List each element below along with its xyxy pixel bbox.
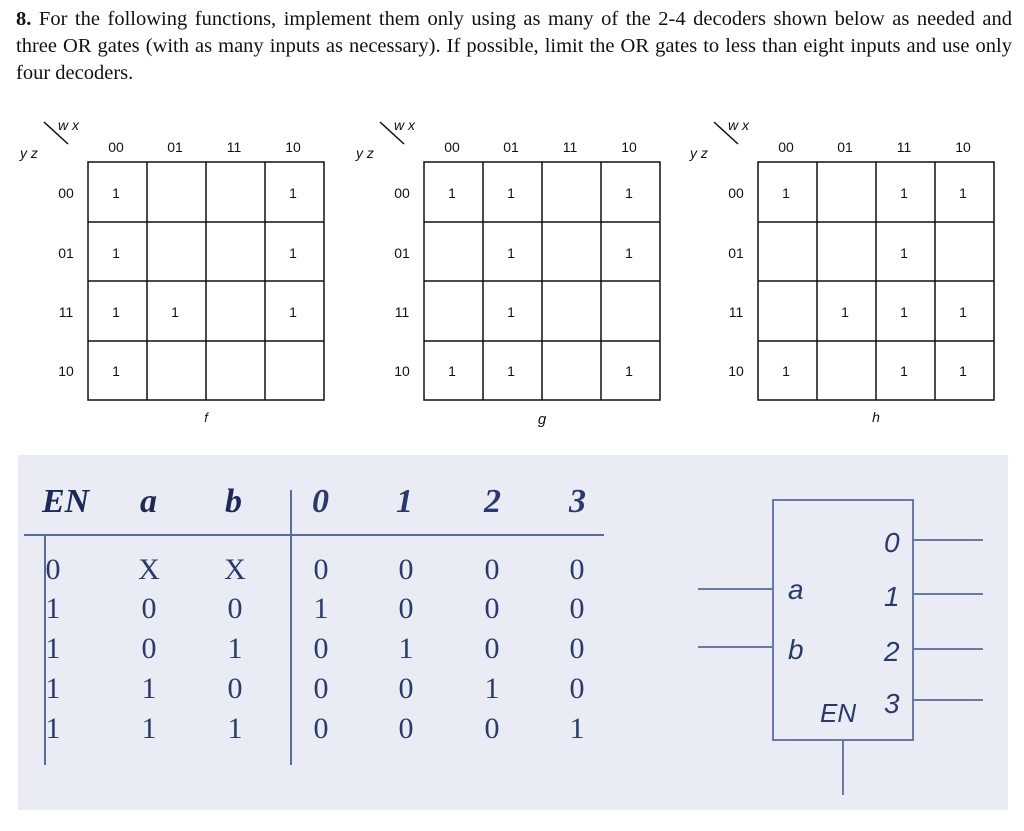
kmap-col-headers [108, 139, 301, 155]
kmap-col-header: 10 [621, 139, 637, 155]
kmap-cell: 1 [289, 304, 297, 320]
truth-cell: 0 [313, 712, 329, 745]
kmap-row-header: 10 [728, 363, 744, 379]
truth-header-rule [24, 534, 604, 536]
kmap-row-header: 11 [394, 304, 410, 320]
kmap-cell: 1 [782, 363, 790, 379]
truth-cell: 0 [313, 672, 329, 705]
decoder-output-0-label: 0 [884, 527, 900, 558]
truth-cell: 1 [141, 712, 157, 745]
kmap-row-var: y z [690, 145, 708, 161]
truth-cell: 0 [398, 712, 414, 745]
truth-header-en: EN [42, 483, 90, 520]
truth-cell: X [138, 553, 160, 586]
kmap-col-headers [778, 139, 971, 155]
question-text [16, 6, 1012, 87]
truth-cell: 0 [569, 553, 585, 586]
decoder-output-1-label: 1 [884, 581, 900, 612]
truth-cell: 0 [569, 592, 585, 625]
kmap-col-var: w x [728, 117, 749, 133]
kmap-cell: 1 [507, 245, 515, 261]
kmap-row-header: 01 [58, 245, 74, 261]
truth-cell: X [224, 553, 246, 586]
truth-cell: 0 [569, 672, 585, 705]
kmap-col-header: 00 [778, 139, 794, 155]
decoder-block-diagram [698, 475, 1008, 795]
kmap-g [356, 112, 686, 432]
kmap-cell: 1 [900, 363, 908, 379]
truth-header-a: a [140, 483, 157, 520]
truth-cell: 1 [398, 632, 414, 665]
kmap-cell: 1 [289, 245, 297, 261]
kmap-cell: 1 [959, 185, 967, 201]
kmap-cell: 1 [959, 363, 967, 379]
kmap-col-header: 11 [562, 139, 578, 155]
kmap-f [20, 112, 350, 432]
kmap-col-headers [444, 139, 637, 155]
truth-cell: 0 [313, 553, 329, 586]
kmap-col-header: 11 [226, 139, 242, 155]
kmap-row-headers [394, 185, 410, 379]
truth-header-out3: 3 [569, 483, 586, 520]
truth-cell: 1 [45, 672, 61, 705]
kmap-cell: 1 [507, 363, 515, 379]
kmap-cell: 1 [448, 363, 456, 379]
kmap-row-header: 10 [58, 363, 74, 379]
kmap-cell: 1 [112, 185, 120, 201]
kmap-cell: 1 [289, 185, 297, 201]
truth-cell: 0 [313, 632, 329, 665]
truth-cell: 0 [484, 712, 500, 745]
kmap-row-header: 00 [728, 185, 744, 201]
truth-cell: 0 [484, 553, 500, 586]
decoder-output-3-label: 3 [884, 688, 900, 719]
kmap-row-header: 00 [58, 185, 74, 201]
kmap-h [690, 112, 1020, 432]
kmap-function-label: g [537, 411, 547, 428]
truth-table [18, 455, 638, 810]
kmap-cell: 1 [112, 363, 120, 379]
kmap-row-headers [728, 185, 744, 379]
truth-cell: 1 [141, 672, 157, 705]
question-number: 8. [16, 8, 32, 30]
kmap-row-header: 00 [394, 185, 410, 201]
truth-cell: 0 [569, 632, 585, 665]
kmap-cell: 1 [507, 185, 515, 201]
truth-cell: 1 [313, 592, 329, 625]
kmap-cell: 1 [900, 304, 908, 320]
decoder-input-b-label: b [788, 634, 804, 665]
kmap-cells [782, 185, 967, 379]
truth-cell: 0 [141, 632, 157, 665]
kmap-cell: 1 [625, 363, 633, 379]
kmap-cell: 1 [507, 304, 515, 320]
kmap-row-header: 11 [58, 304, 74, 320]
truth-cell: 0 [484, 592, 500, 625]
truth-header-out0: 0 [312, 483, 329, 520]
truth-cell: 1 [227, 632, 243, 665]
kmap-row-header: 01 [728, 245, 744, 261]
kmap-col-header: 10 [285, 139, 301, 155]
kmap-col-header: 10 [955, 139, 971, 155]
kmap-row-var: y z [20, 145, 38, 161]
kmap-row-header: 10 [394, 363, 410, 379]
truth-cell: 0 [227, 592, 243, 625]
kmap-cell: 1 [959, 304, 967, 320]
truth-header-out1: 1 [396, 483, 413, 520]
kmap-cell: 1 [841, 304, 849, 320]
truth-cell: 1 [45, 592, 61, 625]
truth-header-b: b [225, 483, 242, 520]
kmap-cell: 1 [112, 245, 120, 261]
kmap-cell: 1 [625, 185, 633, 201]
kmap-cell: 1 [112, 304, 120, 320]
truth-cell: 1 [569, 712, 585, 745]
truth-cell: 0 [227, 672, 243, 705]
kmap-col-var: w x [58, 117, 79, 133]
kmap-cell: 1 [625, 245, 633, 261]
decoder-input-a-label: a [788, 574, 804, 605]
kmap-cell: 1 [900, 185, 908, 201]
truth-header-out2: 2 [484, 483, 501, 520]
kmap-cell: 1 [448, 185, 456, 201]
kmap-cell: 1 [900, 245, 908, 261]
question-body: For the following functions, implement them only using as many of the 2-4 decoders shown below as needed and three OR gates (with as many inputs as necessary). If possible, limit the OR gates to less than eight inputs and use only four decoders. [16, 8, 1013, 84]
truth-cell: 0 [398, 592, 414, 625]
decoder-output-2-label: 2 [884, 636, 900, 667]
decoder-enable-label: EN [820, 698, 857, 728]
kmap-col-header: 01 [503, 139, 519, 155]
kmap-col-header: 00 [108, 139, 124, 155]
kmap-cell: 1 [171, 304, 179, 320]
truth-cell: 0 [398, 553, 414, 586]
truth-cell: 0 [141, 592, 157, 625]
kmap-row-header: 01 [394, 245, 410, 261]
truth-divider-outputs [290, 490, 292, 765]
kmap-cell: 1 [782, 185, 790, 201]
kmap-function-label: h [872, 409, 880, 425]
kmap-col-header: 01 [837, 139, 853, 155]
truth-cell: 1 [45, 712, 61, 745]
decoder-panel [18, 455, 1008, 810]
kmap-row-var: y z [356, 145, 374, 161]
truth-cell: 1 [227, 712, 243, 745]
truth-cell: 1 [45, 632, 61, 665]
kmap-cells [112, 185, 297, 379]
kmap-col-header: 01 [167, 139, 183, 155]
kmap-row-header: 11 [728, 304, 744, 320]
kmap-row-headers [58, 185, 74, 379]
truth-cell: 0 [484, 632, 500, 665]
kmap-cells [448, 185, 633, 379]
kmap-col-header: 00 [444, 139, 460, 155]
kmap-function-label: f [204, 410, 208, 425]
kmap-col-var: w x [394, 117, 415, 133]
kmap-col-header: 11 [896, 139, 912, 155]
truth-cell: 1 [484, 672, 500, 705]
truth-cell: 0 [45, 553, 61, 586]
truth-cell: 0 [398, 672, 414, 705]
